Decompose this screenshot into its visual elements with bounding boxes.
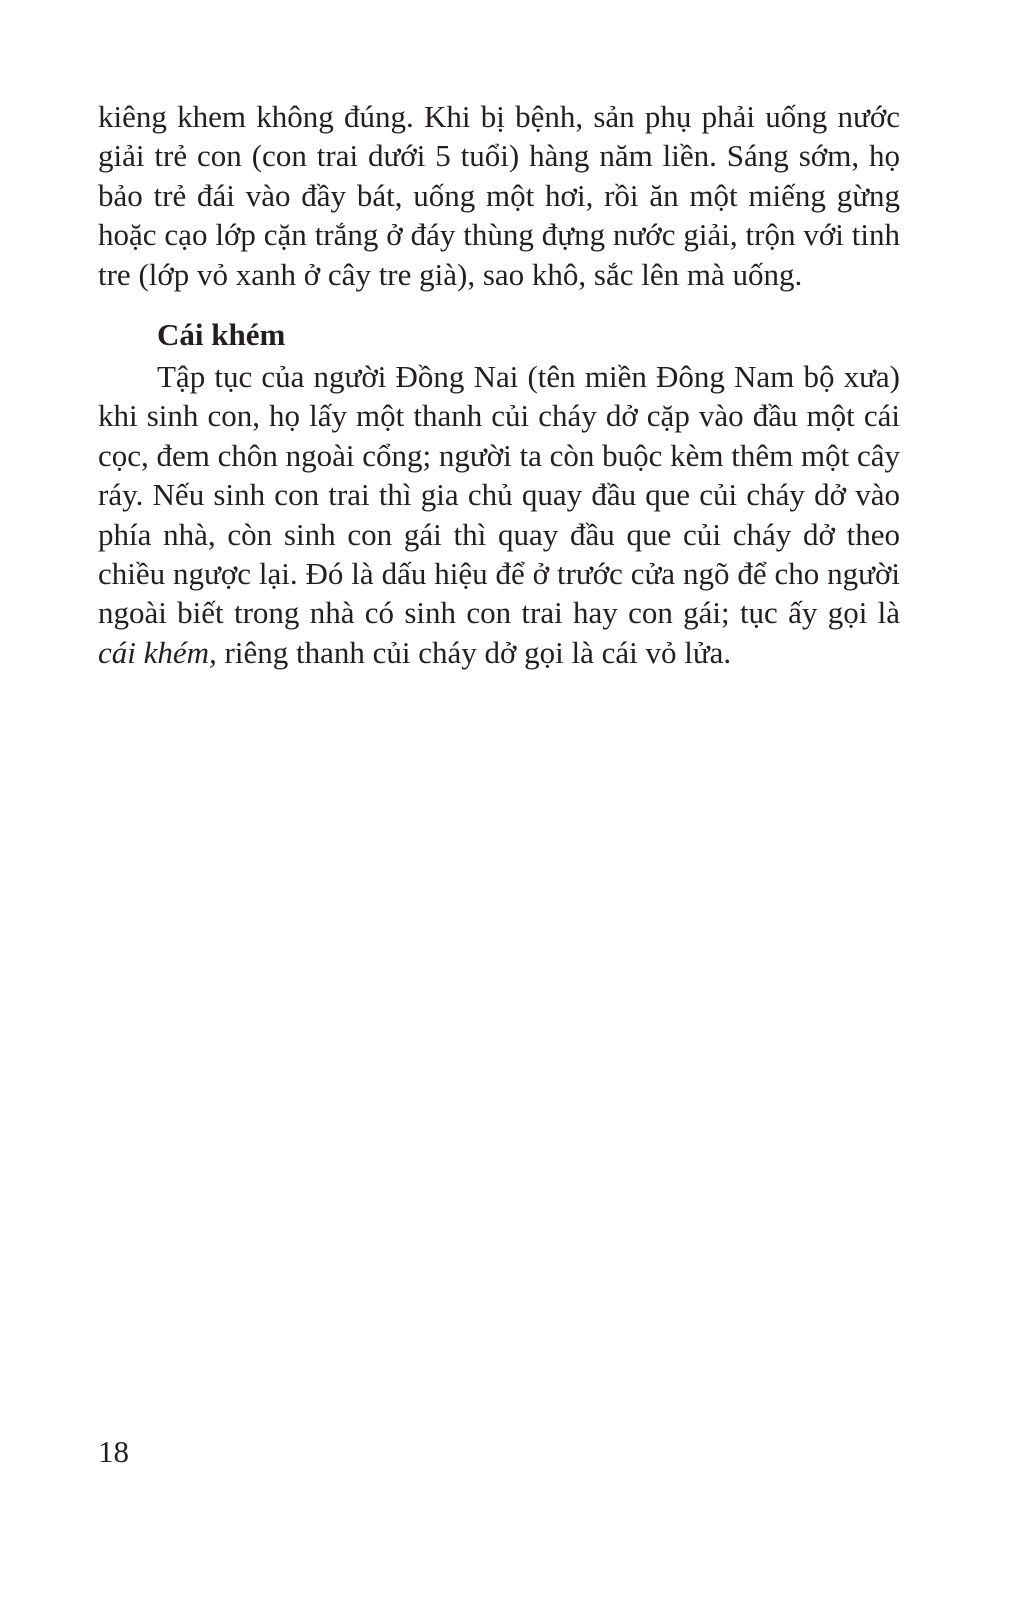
- body-text: [98, 97, 900, 672]
- continuation-paragraph: kiêng khem không đúng. Khi bị bệnh, sản phụ phải uống nước giải trẻ con (con trai dưới 5 tuổi) hàng năm liền. Sáng sớm, họ bảo trẻ đái vào đầy bát, uống một hơi, rồi ăn một miếng gừng hoặc cạo lớp cặn trắng ở đáy thùng đựng nước giải, trộn với tinh tre (lớp vỏ xanh ở cây tre già), sao khô, sắc lên mà uống.: [98, 99, 900, 292]
- section-paragraph: [98, 357, 900, 672]
- page-number: 18: [98, 1434, 129, 1469]
- paragraph-text-before-term: Tập tục của người Đồng Nai (tên miền Đông Nam bộ xưa) khi sinh con, họ lấy một thanh củi cháy dở cặp vào đầu một cái cọc, đem chôn ngoài cổng; người ta còn buộc kèm thêm một cây ráy. Nếu sinh con trai thì gia chủ quay đầu que củi cháy dở vào phía nhà, còn sinh con gái thì quay đầu que củi cháy dở theo chiều ngược lại. Đó là dấu hiệu để ở trước cửa ngõ để cho người ngoài biết trong nhà có sinh con trai hay con gái; tục ấy gọi là: [98, 359, 900, 631]
- paragraph-text-after-term: riêng thanh củi cháy dở gọi là cái vỏ lửa.: [216, 634, 732, 670]
- section-heading: Cái khém: [157, 317, 286, 353]
- italic-term: cái khém,: [98, 634, 217, 670]
